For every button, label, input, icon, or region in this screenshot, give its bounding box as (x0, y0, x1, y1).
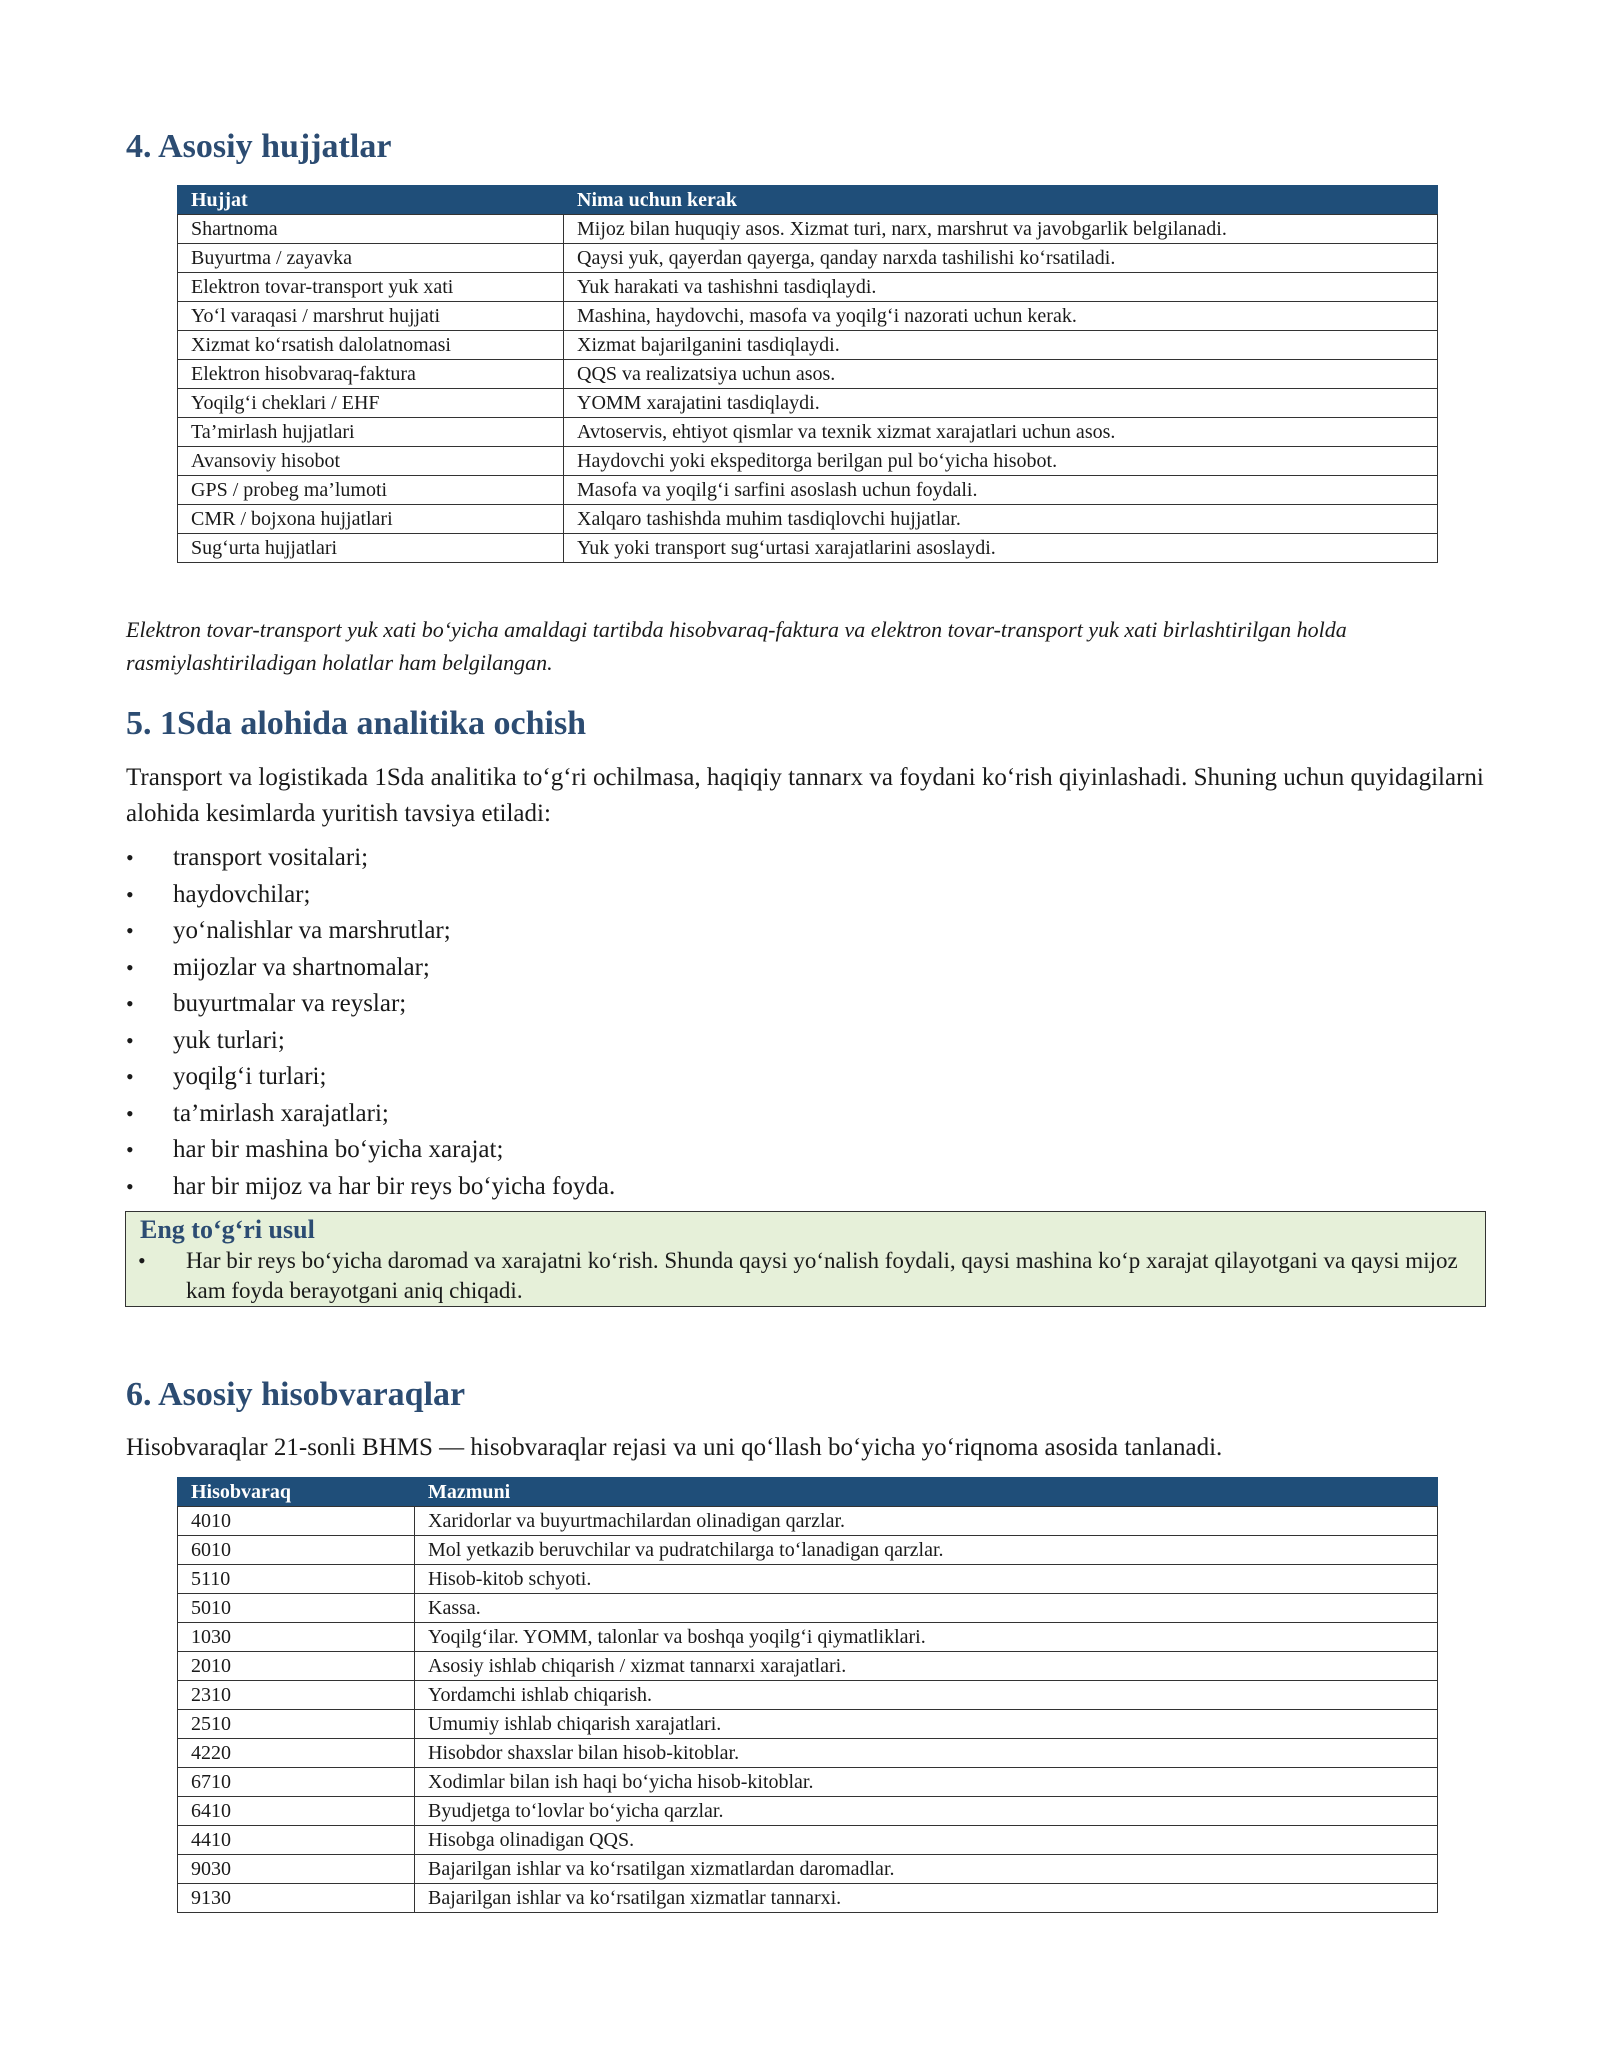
section-6-intro: Hisobvaraqlar 21-sonli BHMS — hisobvaraqlar rejasi va uni qo‘llash bo‘yicha yo‘riqnoma asosida tanlanadi. (126, 1434, 1223, 1461)
table-row (178, 1507, 1438, 1536)
list-item (126, 1059, 615, 1096)
bullet-icon: • (126, 881, 134, 907)
table-cell: 4220 (178, 1739, 415, 1768)
table-cell: Elektron tovar-transport yuk xati (178, 273, 564, 302)
table-row (178, 476, 1438, 505)
table-cell: QQS va realizatsiya uchun asos. (564, 360, 1438, 389)
table-cell: 4010 (178, 1507, 415, 1536)
bullet-icon: • (126, 1137, 134, 1162)
section-5-intro: Transport va logistikada 1Sda analitika to‘g‘ri ochilmasa, haqiqiy tannarx va foydani ko‘rish qiyinlashadi. Shuning uchun quyidagilarni alohida kesimlarda yuritish tavsiya etiladi: (126, 764, 1484, 827)
table-row (178, 331, 1438, 360)
table-cell: Avtoservis, ehtiyot qismlar va texnik xizmat xarajatlari uchun asos. (564, 418, 1438, 447)
table-cell: Elektron hisobvaraq-faktura (178, 360, 564, 389)
table-cell: Umumiy ishlab chiqarish xarajatlari. (415, 1710, 1438, 1739)
table-header-row (178, 186, 1438, 215)
list-item-text: har bir mashina bo‘yicha xarajat; (173, 1136, 504, 1163)
table-cell: Yordamchi ishlab chiqarish. (415, 1681, 1438, 1710)
table-row (178, 1826, 1438, 1855)
bullet-icon: • (126, 991, 134, 1016)
table-cell: Mijoz bilan huquqiy asos. Xizmat turi, narx, marshrut va javobgarlik belgilanadi. (564, 215, 1438, 244)
section-6-heading: 6. Asosiy hisobvaraqlar (126, 1376, 466, 1413)
callout-title: Eng to‘g‘ri usul (140, 1215, 315, 1244)
column-header: Hisobvaraq (178, 1478, 415, 1507)
bullet-icon: • (138, 1248, 146, 1273)
table-cell: Yuk harakati va tashishni tasdiqlaydi. (564, 273, 1438, 302)
table-row (178, 1681, 1438, 1710)
table-cell: 6010 (178, 1536, 415, 1565)
table-cell: Yoqilg‘i cheklari / EHF (178, 389, 564, 418)
table-cell: 2510 (178, 1710, 415, 1739)
list-item (126, 877, 615, 914)
table-row (178, 360, 1438, 389)
list-item (126, 1023, 615, 1060)
table-row (178, 1768, 1438, 1797)
bullet-icon: • (126, 845, 134, 870)
bullet-icon: • (126, 1100, 134, 1126)
list-item (126, 840, 615, 877)
table-row (178, 273, 1438, 302)
section-4-heading: 4. Asosiy hujjatlar (126, 128, 392, 165)
table-cell: 2310 (178, 1681, 415, 1710)
table-cell: Mashina, haydovchi, masofa va yoqilg‘i nazorati uchun kerak. (564, 302, 1438, 331)
list-item-text: yuk turlari; (173, 1026, 285, 1054)
list-item (126, 950, 615, 987)
table-cell: Bajarilgan ishlar va ko‘rsatilgan xizmatlar tannarxi. (415, 1884, 1438, 1913)
table-cell: 5110 (178, 1565, 415, 1594)
bullet-icon: • (126, 1064, 134, 1089)
table-cell: Xizmat ko‘rsatish dalolatnomasi (178, 331, 564, 360)
table-cell: Mol yetkazib beruvchilar va pudratchilarga to‘lanadigan qarzlar. (415, 1536, 1438, 1565)
list-item-text: har bir mijoz va har bir reys bo‘yicha foyda. (173, 1172, 616, 1200)
table-row (178, 534, 1438, 563)
list-item (126, 986, 615, 1023)
table-cell: Hisob-kitob schyoti. (415, 1565, 1438, 1594)
table-row (178, 1797, 1438, 1826)
table-row (178, 1652, 1438, 1681)
table-cell: 5010 (178, 1594, 415, 1623)
table-row (178, 1739, 1438, 1768)
table-cell: Masofa va yoqilg‘i sarfini asoslash uchun foydali. (564, 476, 1438, 505)
table-cell: Shartnoma (178, 215, 564, 244)
table-cell: Buyurtma / zayavka (178, 244, 564, 273)
table-row (178, 389, 1438, 418)
list-item (126, 1096, 615, 1133)
list-item-text: mijozlar va shartnomalar; (173, 953, 430, 981)
list-item-text: transport vositalari; (173, 844, 369, 871)
callout-box (125, 1211, 1486, 1307)
column-header: Mazmuni (415, 1478, 1438, 1507)
table-row (178, 1855, 1438, 1884)
bullet-icon: • (126, 1173, 134, 1199)
section-5-heading: 5. 1Sda alohida analitika ochish (126, 705, 587, 742)
list-item (126, 1132, 615, 1169)
table-cell: 6410 (178, 1797, 415, 1826)
bullet-icon: • (126, 954, 134, 980)
table-cell: Sug‘urta hujjatlari (178, 534, 564, 563)
table-cell: Avansoviy hisobot (178, 447, 564, 476)
table-cell: 6710 (178, 1768, 415, 1797)
table-cell: 2010 (178, 1652, 415, 1681)
table-cell: Yoqilg‘ilar. YOMM, talonlar va boshqa yoqilg‘i qiymatliklari. (415, 1623, 1438, 1652)
table-cell: Asosiy ishlab chiqarish / xizmat tannarxi xarajatlari. (415, 1652, 1438, 1681)
table-row (178, 1884, 1438, 1913)
table-cell: 1030 (178, 1623, 415, 1652)
table-cell: CMR / bojxona hujjatlari (178, 505, 564, 534)
table-cell: GPS / probeg ma’lumoti (178, 476, 564, 505)
table-cell: Hisobga olinadigan QQS. (415, 1826, 1438, 1855)
bullet-icon: • (126, 1027, 134, 1053)
table-row (178, 1536, 1438, 1565)
table-cell: Kassa. (415, 1594, 1438, 1623)
table-cell: YOMM xarajatini tasdiqlaydi. (564, 389, 1438, 418)
table-cell: 9130 (178, 1884, 415, 1913)
list-item-text: haydovchilar; (173, 880, 311, 908)
bullet-icon: • (126, 918, 134, 943)
table-cell: Haydovchi yoki ekspeditorga berilgan pul bo‘yicha hisobot. (564, 447, 1438, 476)
italic-note: Elektron tovar-transport yuk xati bo‘yicha amaldagi tartibda hisobvaraq-faktura va elektron tovar-transport yuk xati birlashtirilgan holda rasmiylashtiriladigan holatlar ham belgilangan. (126, 617, 1347, 675)
table-cell: Bajarilgan ishlar va ko‘rsatilgan xizmatlardan daromadlar. (415, 1855, 1438, 1884)
table-cell: Byudjetga to‘lovlar bo‘yicha qarzlar. (415, 1797, 1438, 1826)
table-row (178, 1710, 1438, 1739)
table-header-row (178, 1478, 1438, 1507)
table-cell: Xodimlar bilan ish haqi bo‘yicha hisob-kitoblar. (415, 1768, 1438, 1797)
documents-table (177, 185, 1438, 563)
table-row (178, 418, 1438, 447)
list-item (126, 1169, 615, 1206)
table-row (178, 1594, 1438, 1623)
list-item-text: ta’mirlash xarajatlari; (173, 1099, 389, 1127)
table-cell: Xizmat bajarilganini tasdiqlaydi. (564, 331, 1438, 360)
column-header: Nima uchun kerak (564, 186, 1438, 215)
accounts-table (177, 1477, 1438, 1913)
table-row (178, 215, 1438, 244)
table-row (178, 505, 1438, 534)
analytics-bullet-list (126, 840, 615, 1205)
table-row (178, 1623, 1438, 1652)
column-header: Hujjat (178, 186, 564, 215)
table-row (178, 302, 1438, 331)
list-item-text: yoqilg‘i turlari; (173, 1063, 327, 1090)
list-item-text: yo‘nalishlar va marshrutlar; (173, 917, 451, 944)
table-cell: 4410 (178, 1826, 415, 1855)
table-cell: Xalqaro tashishda muhim tasdiqlovchi hujjatlar. (564, 505, 1438, 534)
list-item-text: buyurtmalar va reyslar; (173, 990, 407, 1017)
list-item (126, 913, 615, 950)
table-row (178, 244, 1438, 273)
table-cell: Ta’mirlash hujjatlari (178, 418, 564, 447)
table-cell: Yo‘l varaqasi / marshrut hujjati (178, 302, 564, 331)
table-row (178, 1565, 1438, 1594)
table-cell: 9030 (178, 1855, 415, 1884)
table-cell: Yuk yoki transport sug‘urtasi xarajatlarini asoslaydi. (564, 534, 1438, 563)
table-cell: Qaysi yuk, qayerdan qayerga, qanday narxda tashilishi ko‘rsatiladi. (564, 244, 1438, 273)
table-row (178, 447, 1438, 476)
table-cell: Hisobdor shaxslar bilan hisob-kitoblar. (415, 1739, 1438, 1768)
callout-text: Har bir reys bo‘yicha daromad va xarajatni ko‘rish. Shunda qaysi yo‘nalish foydali, qaysi mashina ko‘p xarajat qilayotgani va qaysi mijoz kam foyda berayotgani aniq chiqadi. (186, 1248, 1458, 1303)
table-cell: Xaridorlar va buyurtmachilardan olinadigan qarzlar. (415, 1507, 1438, 1536)
